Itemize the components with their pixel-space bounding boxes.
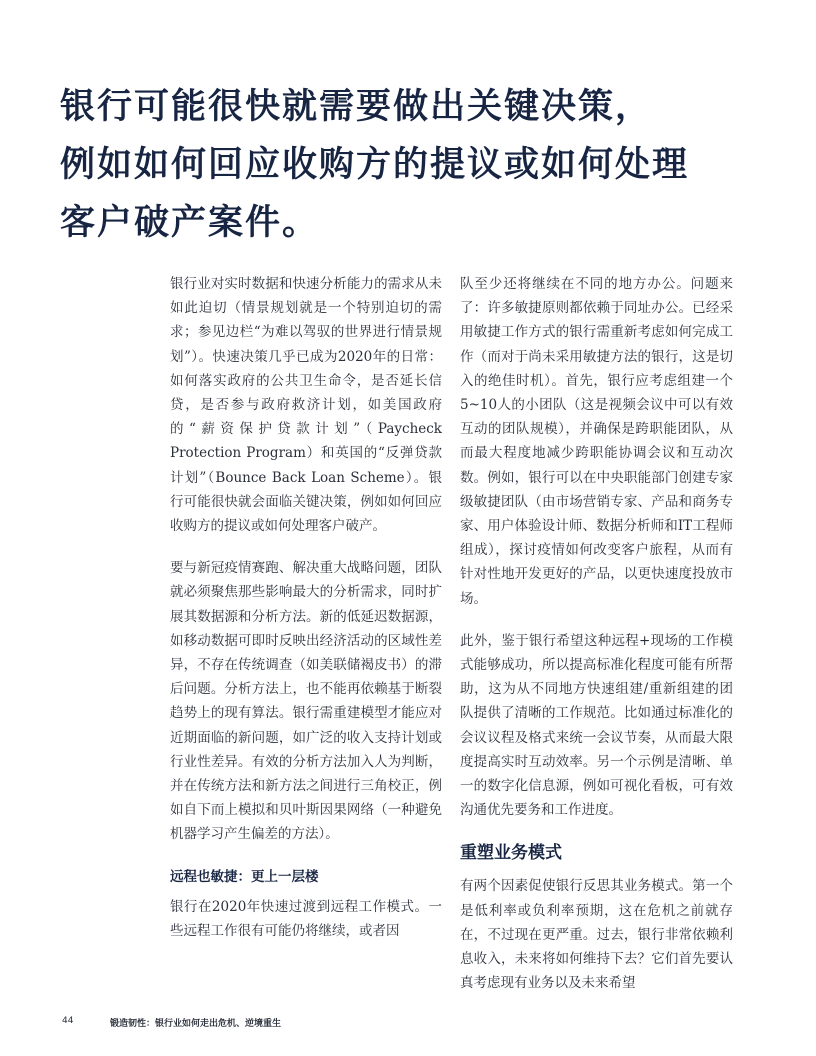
headline-line-3: 客户破产案件。 — [60, 203, 320, 243]
headline — [60, 78, 760, 252]
page-footer — [0, 1016, 816, 1030]
section-heading-business-model: 重塑业务模式 — [460, 843, 562, 864]
headline-line-1: 银行可能很快就需要做出关键决策， — [60, 87, 653, 127]
section-subhead-remote-agile: 远程也敏捷：更上一层楼 — [170, 868, 319, 885]
running-title: 锻造韧性：银行业如何走出危机、逆境重生 — [110, 1019, 282, 1029]
page-number: 44 — [62, 1016, 74, 1026]
paragraph: 此外，鉴于银行希望这种远程+现场的工作模式能够成功，所以提高标准化程度可能有所帮助，这为从不同地方快速组建/重新组建的团队提供了清晰的工作规范。比如通过标准化的会议议程及格式来统一会议节奏，从而最大限度提高实时互动效率。另一个示例是清晰、单一的数字化信息源，例如可视化看板，可有效沟通优先要务和工作进度。 — [460, 632, 733, 819]
paragraph: 银行在2020年快速过渡到远程工作模式。一些远程工作很有可能仍将继续，或者因 — [170, 898, 442, 939]
paragraph: 银行业对实时数据和快速分析能力的需求从未如此迫切（情景规划就是一个特别迫切的需求；参见边栏“为难以驾驭的世界进行情景规划”）。快速决策几乎已成为2020年的日常：如何落实政府的公共卫生命令，是否延长信贷，是否参与政府救济计划，如美国政府的“薪资保护贷款计划”（Paycheck Protection Program）和英国的“反弹贷款计划”（Bounce Back Loan Scheme）。银行可能很快就会面临关键决策，例如如何回应收购方的提议或如何处理客户破产。 — [170, 276, 442, 535]
paragraph: 要与新冠疫情赛跑、解决重大战略问题，团队就必须聚焦那些影响最大的分析需求，同时扩展其数据源和分析方法。新的低延迟数据源，如移动数据可即时反映出经济活动的区域性差异，不存在传统调查（如美联储褐皮书）的滞后问题。分析方法上，也不能再依赖基于断裂趋势上的现有算法。银行需重建模型才能应对近期面临的新问题，如广泛的收入支持计划或行业性差异。有效的分析方法加入人为判断，并在传统方法和新方法之间进行三角校正，例如自下而上模拟和贝叶斯因果网络（一种避免机器学习产生偏差的方法）。 — [170, 560, 442, 843]
paragraph: 有两个因素促使银行反思其业务模式。第一个是低利率或负利率预期，这在危机之前就存在，不过现在更严重。过去，银行非常依赖利息收入，未来将如何维持下去？它们首先要认真考虑现有业务以及未来希望 — [460, 878, 733, 992]
paragraph: 队至少还将继续在不同的地方办公。问题来了：许多敏捷原则都依赖于同址办公。已经采用敏捷工作方式的银行需重新考虑如何完成工作（而对于尚未采用敏捷方法的银行，这是切入的绝佳时机）。首先，银行应考虑组建一个5~10人的小团队（这是视频会议中可以有效互动的团队规模），并确保是跨职能团队，从而最大程度地减少跨职能协调会议和互动次数。例如，银行可以在中央职能部门创建专家级敏捷团队（由市场营销专家、产品和商务专家、用户体验设计师、数据分析师和IT工程师组成），探讨疫情如何改变客户旅程，从而有针对性地开发更好的产品，以更快速度投放市场。 — [460, 276, 733, 607]
right-column — [460, 272, 733, 1013]
headline-line-2: 例如如何回应收购方的提议或如何处理 — [60, 145, 690, 185]
left-column — [170, 272, 442, 961]
